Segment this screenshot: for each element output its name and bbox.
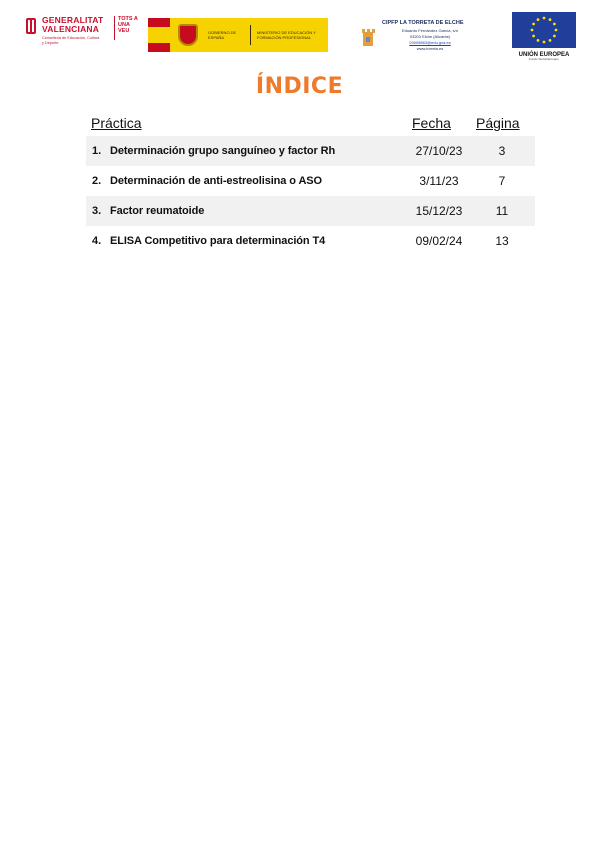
row-number: 2. [92,175,102,187]
eu-star-icon [532,23,535,26]
column-header-fecha: Fecha [412,115,451,131]
row-page: 13 [495,234,509,248]
gva-name-line1: GENERALITAT [42,15,104,25]
spain-flag-icon [148,18,170,52]
cipfp-address: Eduardo Fernández García, s/n [401,28,459,33]
eu-star-icon [537,18,540,21]
eu-star-icon [549,18,552,21]
cipfp-name: CIPFP LA TORRETA DE ELCHE [382,20,464,26]
eu-star-icon [553,23,556,26]
row-number: 3. [92,205,102,217]
toc-row [86,136,535,166]
gva-divider [114,16,115,40]
row-title: Determinación de anti-estreolisina o ASO [110,175,322,187]
row-page: 3 [498,144,506,158]
toc-header [86,112,535,136]
union-europea-logo [512,12,576,64]
cipfp-city: 03203 Elche (Alicante) [409,34,451,39]
eu-flag-icon [512,12,576,48]
eu-star-icon [543,17,546,20]
eu-star-icon [531,29,534,32]
gva-emblem-icon [24,16,38,36]
eu-star-icon [555,29,558,32]
eu-star-icon [537,39,540,42]
spain-coat-of-arms-icon [178,24,198,46]
eu-fund-label: Fondo Social Europeo [529,57,559,61]
gva-tots-a-una-veu: TOTS A UNA VEU [118,16,138,34]
gobierno-text: GOBIERNO DE ESPAÑA [208,30,237,40]
ministerio-educacion-logo [148,18,328,52]
gva-conselleria: Conselleria de Educación, Cultura y Deporte [42,36,100,45]
row-date: 3/11/23 [419,174,459,188]
cipfp-torreta-logo [360,18,480,60]
row-number: 4. [92,235,102,247]
eu-star-icon [553,35,556,38]
toc-row [86,166,535,196]
row-page: 7 [498,174,506,188]
generalitat-valenciana-logo [24,16,142,52]
gva-name-line2: VALENCIANA [42,24,100,34]
row-number: 1. [92,145,102,157]
index-title: ÍNDICE [255,74,344,99]
column-header-practica: Práctica [91,115,142,131]
torreta-tower-icon [360,28,376,46]
cipfp-email: 03009863@edu.gva.es [409,40,451,45]
toc-row [86,196,535,226]
row-title: ELISA Competitivo para determinación T4 [110,235,326,247]
row-date: 15/12/23 [415,204,463,218]
row-date: 09/02/24 [415,234,463,248]
toc-row [86,226,535,256]
row-date: 27/10/23 [415,144,463,158]
row-title: Determinación grupo sanguíneo y factor Rh [110,145,336,157]
eu-label: UNIÓN EUROPEA [518,52,570,58]
table-of-contents [86,112,535,256]
row-title: Factor reumatoide [110,205,205,217]
ministerio-text: MINISTERIO DE EDUCACIÓN Y FORMACIÓN PROFESIONAL [257,30,316,40]
eu-stars-icon [512,12,576,48]
cipfp-web: www.torreta.es [416,46,444,51]
header-logos [0,10,599,66]
eu-star-icon [543,41,546,44]
eu-star-icon [532,35,535,38]
column-header-pagina: Página [476,115,520,131]
mineduc-divider [250,25,251,45]
row-page: 11 [495,204,509,218]
eu-star-icon [549,39,552,42]
